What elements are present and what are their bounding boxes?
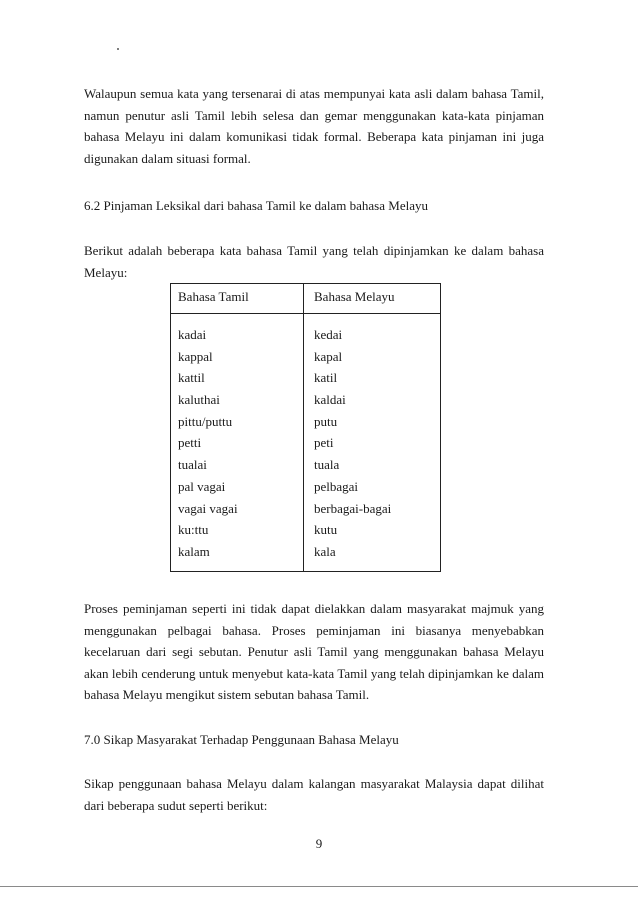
- section-heading-6-2: 6.2 Pinjaman Leksikal dari bahasa Tamil ke dalam bahasa Melayu: [84, 198, 428, 213]
- table-header-melayu: Bahasa Melayu: [314, 289, 395, 304]
- tamil-word: kappal: [178, 348, 213, 364]
- table-row: [171, 325, 440, 347]
- paragraph-process: Proses peminjaman seperti ini tidak dapat dielakkan dalam masyarakat majmuk yang menggunakan pelbagai bahasa. Proses peminjaman ini biasanya menyebabkan kecelaruan dari segi sebutan. Penutur asli Tamil yang menggunakan bahasa Melayu akan lebih cenderung untuk menyebut kata-kata Tamil yang telah dipinjamkan ke dalam bahasa Melayu mengikut sistem sebutan bahasa Tamil.: [84, 601, 544, 702]
- tamil-word: kattil: [178, 370, 205, 386]
- bottom-rule: [0, 886, 638, 887]
- table-row: [171, 520, 440, 542]
- table-header-tamil: Bahasa Tamil: [178, 289, 249, 304]
- table-row: [171, 368, 440, 390]
- tamil-word: kaluthai: [178, 392, 220, 408]
- table-header: [171, 284, 440, 314]
- melayu-word: kala: [314, 543, 336, 559]
- table-row: [171, 477, 440, 499]
- paragraph-intro: Walaupun semua kata yang tersenarai di atas mempunyai kata asli dalam bahasa Tamil, namun penutur asli Tamil lebih selesa dan gemar menggunakan kata-kata pinjaman bahasa Melayu ini dalam komunikasi tidak formal. Beberapa kata pinjaman ini juga digunakan dalam situasi formal.: [84, 86, 544, 166]
- scan-speck: [117, 48, 119, 50]
- tamil-word: tualai: [178, 457, 207, 473]
- table-row: [171, 390, 440, 412]
- tamil-word: ku:ttu: [178, 522, 209, 538]
- tamil-word: pittu/puttu: [178, 413, 233, 429]
- page-number: 9: [315, 836, 323, 851]
- tamil-word: pal vagai: [178, 478, 226, 494]
- tamil-word: vagai vagai: [178, 500, 238, 516]
- melayu-word: putu: [314, 413, 338, 429]
- melayu-word: peti: [314, 435, 334, 451]
- section-heading-7-0: 7.0 Sikap Masyarakat Terhadap Penggunaan Bahasa Melayu: [84, 732, 399, 747]
- tamil-word: kadai: [178, 327, 207, 342]
- melayu-word: kapal: [314, 348, 343, 364]
- table-row: [171, 347, 440, 369]
- melayu-word: tuala: [314, 457, 340, 473]
- table-row: [171, 499, 440, 521]
- loanword-table: [170, 283, 441, 572]
- melayu-word: kedai: [314, 327, 343, 342]
- table-row: [171, 455, 440, 477]
- table-row: [171, 542, 440, 564]
- table-row: [171, 412, 440, 434]
- melayu-word: katil: [314, 370, 338, 386]
- table-body: [171, 325, 440, 564]
- paragraph-table-intro: Berikut adalah beberapa kata bahasa Tamil yang telah dipinjamkan ke dalam bahasa Melayu:: [84, 243, 544, 280]
- melayu-word: berbagai-bagai: [314, 500, 392, 516]
- melayu-word: pelbagai: [314, 478, 359, 494]
- paragraph-attitude: Sikap penggunaan bahasa Melayu dalam kalangan masyarakat Malaysia dapat dilihat dari beberapa sudut seperti berikut:: [84, 776, 544, 813]
- tamil-word: petti: [178, 435, 202, 451]
- tamil-word: kalam: [178, 543, 210, 559]
- melayu-word: kutu: [314, 522, 338, 538]
- table-row: [171, 433, 440, 455]
- melayu-word: kaldai: [314, 392, 346, 408]
